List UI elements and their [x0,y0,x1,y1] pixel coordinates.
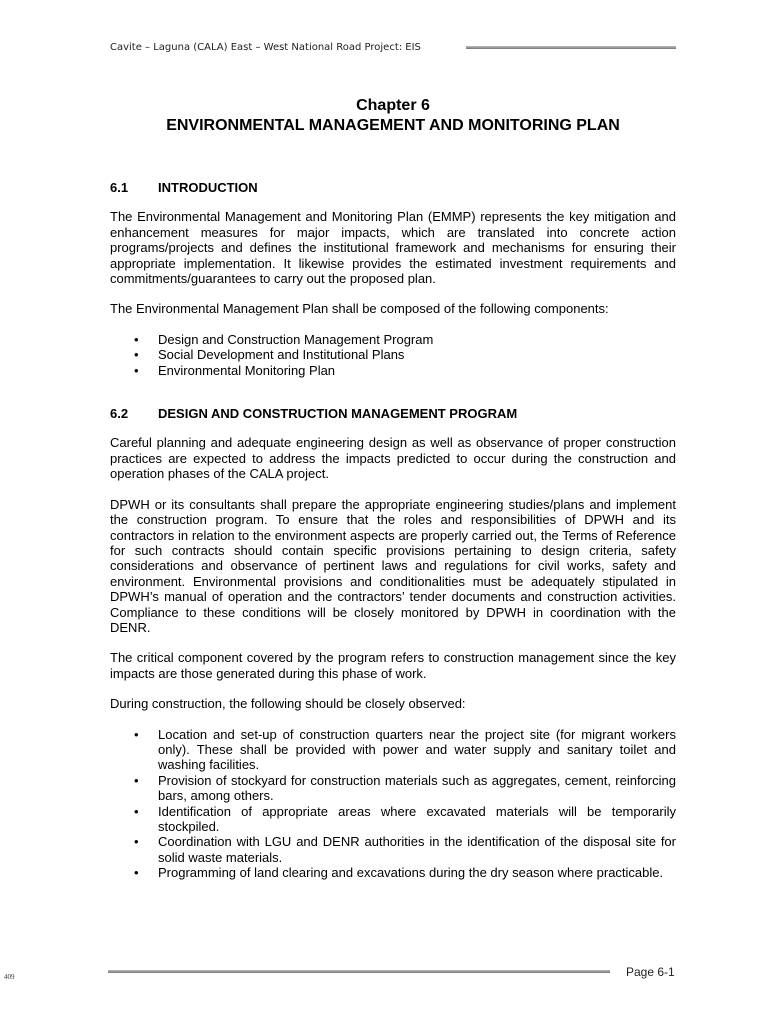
list-item-text: Design and Construction Management Program [158,331,434,347]
section-title: INTRODUCTION [158,180,258,195]
bullet-icon: • [134,331,139,347]
chapter-heading [110,96,676,136]
section-number: 6.1 [110,180,129,195]
list-item [134,726,676,773]
side-mark: 409 [4,973,15,981]
bullet-icon: • [134,347,139,363]
list-item [134,865,676,881]
bullet-icon: • [134,803,139,819]
list-item-text: Social Development and Institutional Plans [158,347,405,363]
list-item-text: Coordination with LGU and DENR authorities in the identification of the disposal site for solid waste materials. [158,834,676,865]
paragraph: DPWH or its consultants shall prepare the appropriate engineering studies/plans and implement the construction program. To ensure that the roles and responsibilities of DPWH and its contractors in relation to the environment aspects are properly carried out, the Terms of Reference for such contracts should contain specific provisions pertaining to design criteria, safety considerations and observance of pertinent laws and regulations for civil works, safety and environment. Environmental provisions and conditionalities must be adequately stipulated in DPWH’s manual of operation and the contractors’ tender documents and construction activities. Compliance to these conditions will be closely monitored by DPWH in coordination with the DENR. [110,496,676,635]
section-heading-6-1 [110,180,676,195]
list-item-text: Provision of stockyard for construction materials such as aggregates, cement, reinforcing bars, among others. [158,772,676,804]
list-item [134,347,676,363]
paragraph: During construction, the following should be closely observed: [110,696,466,712]
bullet-list [110,727,676,881]
paragraph: Careful planning and adequate engineering design as well as observance of proper construction practices are expected to address the impacts predicted to occur during the construction and operation phases of the CALA project. [110,435,676,482]
bullet-icon: • [134,772,139,788]
list-item-text: Location and set-up of construction quarters near the project site (for migrant workers only). These shall be provided with power and water supply and sanitary toilet and washing facilities. [158,726,676,773]
list-item [134,772,676,804]
list-item [134,834,676,865]
document-body [110,180,676,881]
header-rule [466,46,676,49]
list-item [134,362,676,378]
section-title: DESIGN AND CONSTRUCTION MANAGEMENT PROGRAM [158,406,518,422]
section-heading-6-2 [110,406,676,421]
paragraph: The Environmental Management Plan shall be composed of the following components: [110,301,609,317]
paragraph: The Environmental Management and Monitoring Plan (EMMP) represents the key mitigation and enhancement measures for major impacts, which are translated into concrete action programs/projects and defines the institutional framework and mechanisms for ensuring their appropriate implementation. It likewise provides the estimated investment requirements and commitments/guarantees to carry out the proposed plan. [110,209,676,287]
bullet-icon: • [134,834,139,850]
bullet-icon: • [134,726,139,742]
list-item [134,803,676,835]
list-item-text: Programming of land clearing and excavations during the dry season where practicable. [158,865,664,881]
footer-rule [108,970,610,973]
page-header-title: Cavite – Laguna (CALA) East – West National Road Project: EIS [110,42,421,53]
bullet-list [110,332,676,378]
chapter-label: Chapter 6 [356,97,430,114]
section-number: 6.2 [110,406,129,422]
list-item-text: Identification of appropriate areas where excavated materials will be temporarily stockpiled. [158,803,676,834]
list-item [134,331,676,347]
list-item-text: Environmental Monitoring Plan [158,362,336,378]
page-number: Page 6-1 [626,965,675,979]
bullet-icon: • [134,865,139,881]
bullet-icon: • [134,362,139,378]
paragraph: The critical component covered by the program refers to construction management since the key impacts are those generated during this phase of work. [110,650,676,681]
chapter-title: ENVIRONMENTAL MANAGEMENT AND MONITORING PLAN [166,117,620,134]
